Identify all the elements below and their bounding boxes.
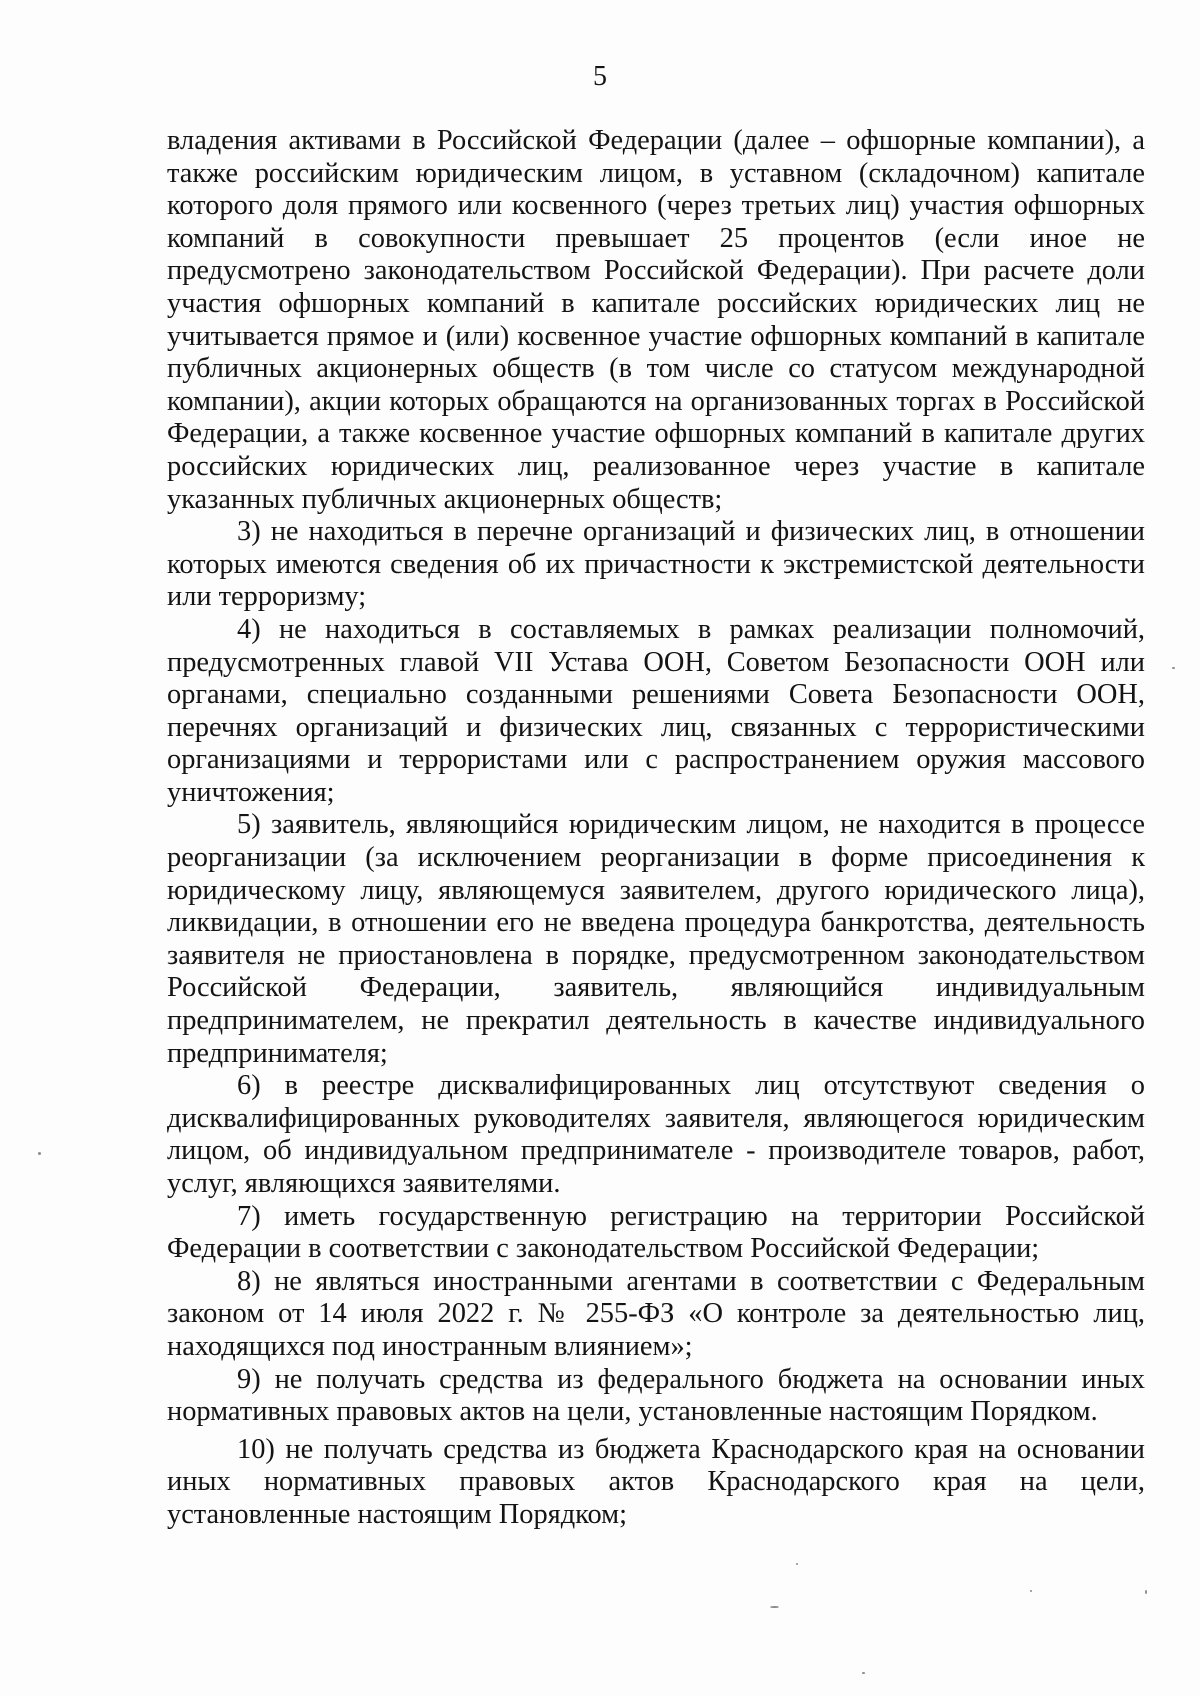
scan-speck: [770, 1606, 779, 1608]
paragraph-item-3: 3) не находиться в перечне организаций и физических лиц, в отношении которых имеются сведения об их причастности к экстремистской деятельности или терроризму;: [167, 516, 1145, 613]
scan-speck: [38, 1152, 41, 1155]
scan-speck: [862, 1672, 865, 1674]
paragraph-offshore-companies: владения активами в Российской Федерации (далее – офшорные компании), а также российским юридическим лицом, в уставном (складочном) капитале которого доля прямого или косвенного (через третьих лиц) участия офшорных компаний в совокупности превышает 25 процентов (если иное не предусмотрено законодательством Российской Федерации). При расчете доли участия офшорных компаний в капитале российских юридических лиц не учитывается прямое и (или) косвенное участие офшорных компаний в капитале публичных акционерных обществ (в том числе со статусом международной компании), акции которых обращаются на организованных торгах в Российской Федерации, а также косвенное участие офшорных компаний в капитале других российских юридических лиц, реализованное через участие в капитале указанных публичных акционерных обществ;: [167, 125, 1145, 515]
paragraph-item-7: 7) иметь государственную регистрацию на территории Российской Федерации в соответствии с законодательством Российской Федерации;: [167, 1200, 1145, 1265]
paragraph-item-4: 4) не находиться в составляемых в рамках реализации полномочий, предусмотренных главой VII Устава ООН, Советом Безопасности ООН или органами, специально созданными решениями Совета Безопасности ООН, перечнях организаций и физических лиц, связанных с террористическими организациями и террористами или с распространением оружия массового уничтожения;: [167, 613, 1145, 808]
scan-speck: [1145, 1590, 1147, 1594]
paragraph-item-9: 9) не получать средства из федерального бюджета на основании иных нормативных правовых актов на цели, установленные настоящим Порядком.: [167, 1363, 1145, 1428]
scan-speck: [1172, 667, 1175, 669]
paragraph-item-6: 6) в реестре дисквалифицированных лиц отсутствуют сведения о дисквалифицированных руководителях заявителя, являющегося юридическим лицом, об индивидуальном предпринимателе - производителе товаров, работ, услуг, являющихся заявителями.: [167, 1070, 1145, 1199]
paragraph-item-8: 8) не являться иностранными агентами в соответствии с Федеральным законом от 14 июля 2022 г. № 255-ФЗ «О контроле за деятельностью лиц, находящихся под иностранным влиянием»;: [167, 1265, 1145, 1362]
paragraph-item-5: 5) заявитель, являющийся юридическим лицом, не находится в процессе реорганизации (за исключением реорганизации в форме присоединения к юридическому лицу, являющемуся заявителем, другого юридического лица), ликвидации, в отношении его не введена процедура банкротства, деятельность заявителя не приостановлена в порядке, предусмотренном законодательством Российской Федерации, заявитель, являющийся индивидуальным предпринимателем, не прекратил деятельность в качестве индивидуального предпринимателя;: [167, 809, 1145, 1069]
document-body: [167, 125, 1145, 1532]
scan-speck: [1030, 1590, 1032, 1592]
paragraph-item-10: 10) не получать средства из бюджета Краснодарского края на основании иных нормативных правовых актов Краснодарского края на цели, установленные настоящим Порядком;: [167, 1433, 1145, 1530]
page-number: 5: [593, 61, 607, 92]
scan-speck: [796, 1563, 798, 1565]
